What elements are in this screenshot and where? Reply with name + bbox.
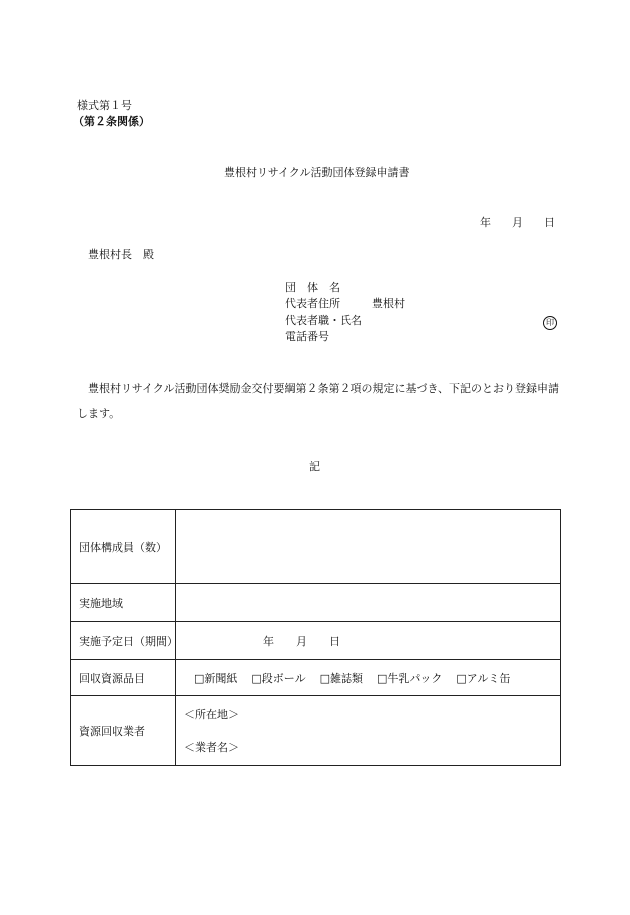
item-newspaper-checkbox[interactable]: □新聞紙 — [194, 671, 238, 685]
collector-location: ＜所在地＞ — [184, 707, 239, 721]
table-row — [71, 510, 561, 584]
date-month: 月 — [512, 216, 523, 229]
schedule-year: 年 — [263, 634, 274, 648]
body-text-line1: 豊根村リサイクル活動団体奨励金交付要綱第２条第２項の規定に基づき、下記のとおり登録申請 — [88, 382, 560, 395]
area-value-cell — [176, 584, 561, 622]
group-name-label: 団 体 名 — [285, 281, 340, 294]
item-aluminum-can-checkbox[interactable]: □アルミ缶 — [456, 671, 511, 685]
item-milk-carton-checkbox[interactable]: □牛乳パック — [377, 671, 443, 685]
phone-label: 電話番号 — [285, 330, 329, 343]
article-reference: （第２条関係） — [73, 115, 150, 128]
representative-name-label: 代表者職・氏名 — [285, 314, 362, 327]
collector-value-cell — [176, 696, 561, 766]
members-value-cell — [176, 510, 561, 584]
table-row — [71, 696, 561, 766]
items-label: 回収資源品目 — [71, 660, 176, 696]
table-row — [71, 584, 561, 622]
date-year: 年 — [480, 216, 491, 229]
body-text-line2: します。 — [77, 407, 121, 420]
table-row — [71, 660, 561, 696]
schedule-value-cell — [176, 622, 561, 660]
application-table — [70, 509, 561, 766]
form-number: 様式第１号 — [77, 99, 132, 112]
item-magazines-checkbox[interactable]: □雑誌類 — [319, 671, 363, 685]
items-value-cell — [176, 660, 561, 696]
area-label: 実施地域 — [71, 584, 176, 622]
representative-address-value: 豊根村 — [372, 297, 405, 310]
members-label: 団体構成員（数） — [71, 510, 176, 584]
collector-name: ＜業者名＞ — [184, 740, 239, 754]
schedule-day: 日 — [329, 634, 340, 648]
schedule-label: 実施予定日（期間） — [71, 622, 176, 660]
schedule-month: 月 — [296, 634, 307, 648]
item-cardboard-checkbox[interactable]: □段ボール — [251, 671, 306, 685]
table-row — [71, 622, 561, 660]
collector-label: 資源回収業者 — [71, 696, 176, 766]
representative-address-label: 代表者住所 — [285, 297, 340, 310]
document-title: 豊根村リサイクル活動団体登録申請書 — [224, 166, 410, 179]
ki-heading: 記 — [309, 460, 320, 473]
date-day: 日 — [544, 216, 555, 229]
seal-mark: 印 — [543, 316, 557, 330]
addressee: 豊根村長 殿 — [88, 248, 154, 261]
